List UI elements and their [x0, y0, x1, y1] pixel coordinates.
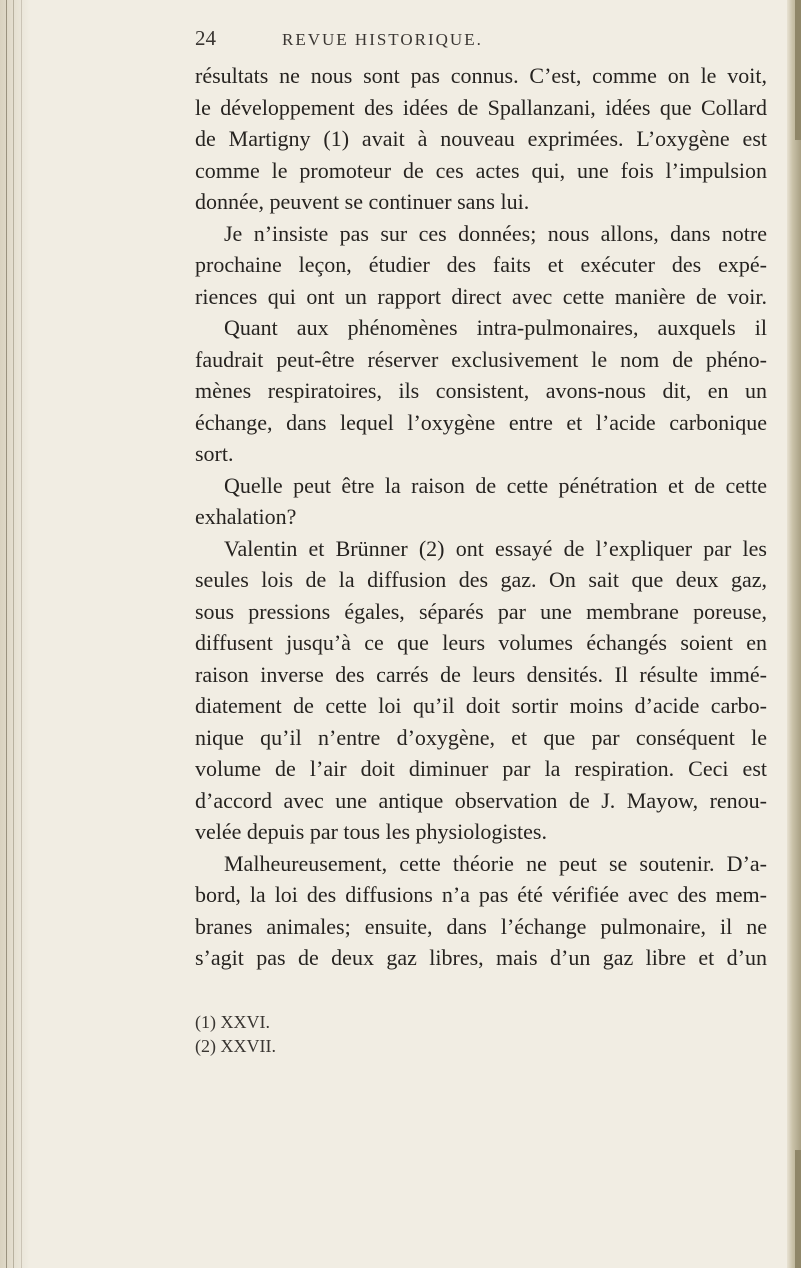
text-line: d’accord avec une antique observation de J. Mayow, renou- [195, 787, 767, 813]
text-line: velée depuis par tous les physiologistes. [195, 819, 547, 844]
text-line: riences qui ont un rapport direct avec cette manière de voir. [195, 283, 767, 309]
footnote: (2) XXVII. [195, 1036, 276, 1056]
spine-rule [13, 0, 14, 1268]
text-line: seules lois de la diffusion des gaz. On sait que deux gaz, [195, 567, 767, 592]
spine-rule [6, 0, 7, 1268]
page-edge-mark [795, 0, 801, 140]
page-edge-mark [795, 1150, 801, 1268]
text-line: nique qu’il n’entre d’oxygène, et que par conséquent le [195, 724, 767, 750]
body-text [195, 60, 767, 974]
text-line: raison inverse des carrés de leurs densités. Il résulte immé- [195, 661, 767, 687]
text-line: mènes respiratoires, ils consistent, avons-nous dit, en un [195, 378, 767, 403]
text-line: sort. [195, 441, 234, 466]
text-line: volume de l’air doit diminuer par la respiration. Ceci est [195, 756, 767, 781]
text-line: Je n’insiste pas sur ces données; nous allons, dans notre [224, 220, 767, 246]
text-line: faudrait peut-être réserver exclusivement le nom de phéno- [195, 346, 767, 372]
text-line: Quant aux phénomènes intra-pulmonaires, auxquels il [224, 315, 767, 340]
text-line: diatement de cette loi qu’il doit sortir moins d’acide carbo- [195, 693, 767, 718]
page-number: 24 [195, 26, 216, 50]
page-edge-shadow [787, 0, 801, 1268]
text-line: prochaine leçon, étudier des faits et exécuter des expé- [195, 252, 767, 277]
text-line: Malheureusement, cette théorie ne peut se soutenir. D’a- [224, 850, 767, 876]
text-line: s’agit pas de deux gaz libres, mais d’un gaz libre et d’un [195, 945, 767, 970]
text-line: donnée, peuvent se continuer sans lui. [195, 189, 530, 214]
footnotes [195, 1010, 276, 1058]
text-line: Quelle peut être la raison de cette pénétration et de cette [224, 472, 767, 498]
text-line: résultats ne nous sont pas connus. C’est, comme on le voit, [195, 63, 767, 88]
text-line: branes animales; ensuite, dans l’échange pulmonaire, il ne [195, 913, 767, 939]
text-line: le développement des idées de Spallanzani, idées que Collard [195, 94, 767, 120]
footnote: (1) XXVI. [195, 1012, 270, 1032]
text-line: comme le promoteur de ces actes qui, une fois l’impulsion [195, 157, 767, 183]
text-line: exhalation? [195, 504, 297, 529]
text-line: diffusent jusqu’à ce que leurs volumes échangés soient en [195, 630, 767, 655]
running-title: REVUE HISTORIQUE. [282, 30, 483, 49]
spine-rule [21, 0, 22, 1268]
text-line: sous pressions égales, séparés par une membrane poreuse, [195, 598, 767, 624]
text-line: échange, dans lequel l’oxygène entre et l’acide carbonique [195, 409, 767, 435]
text-line: bord, la loi des diffusions n’a pas été vérifiée avec des mem- [195, 882, 767, 907]
page-spine-shadow [0, 0, 30, 1268]
text-line: Valentin et Brünner (2) ont essayé de l’expliquer par les [224, 535, 767, 561]
text-line: de Martigny (1) avait à nouveau exprimées. L’oxygène est [195, 126, 767, 151]
